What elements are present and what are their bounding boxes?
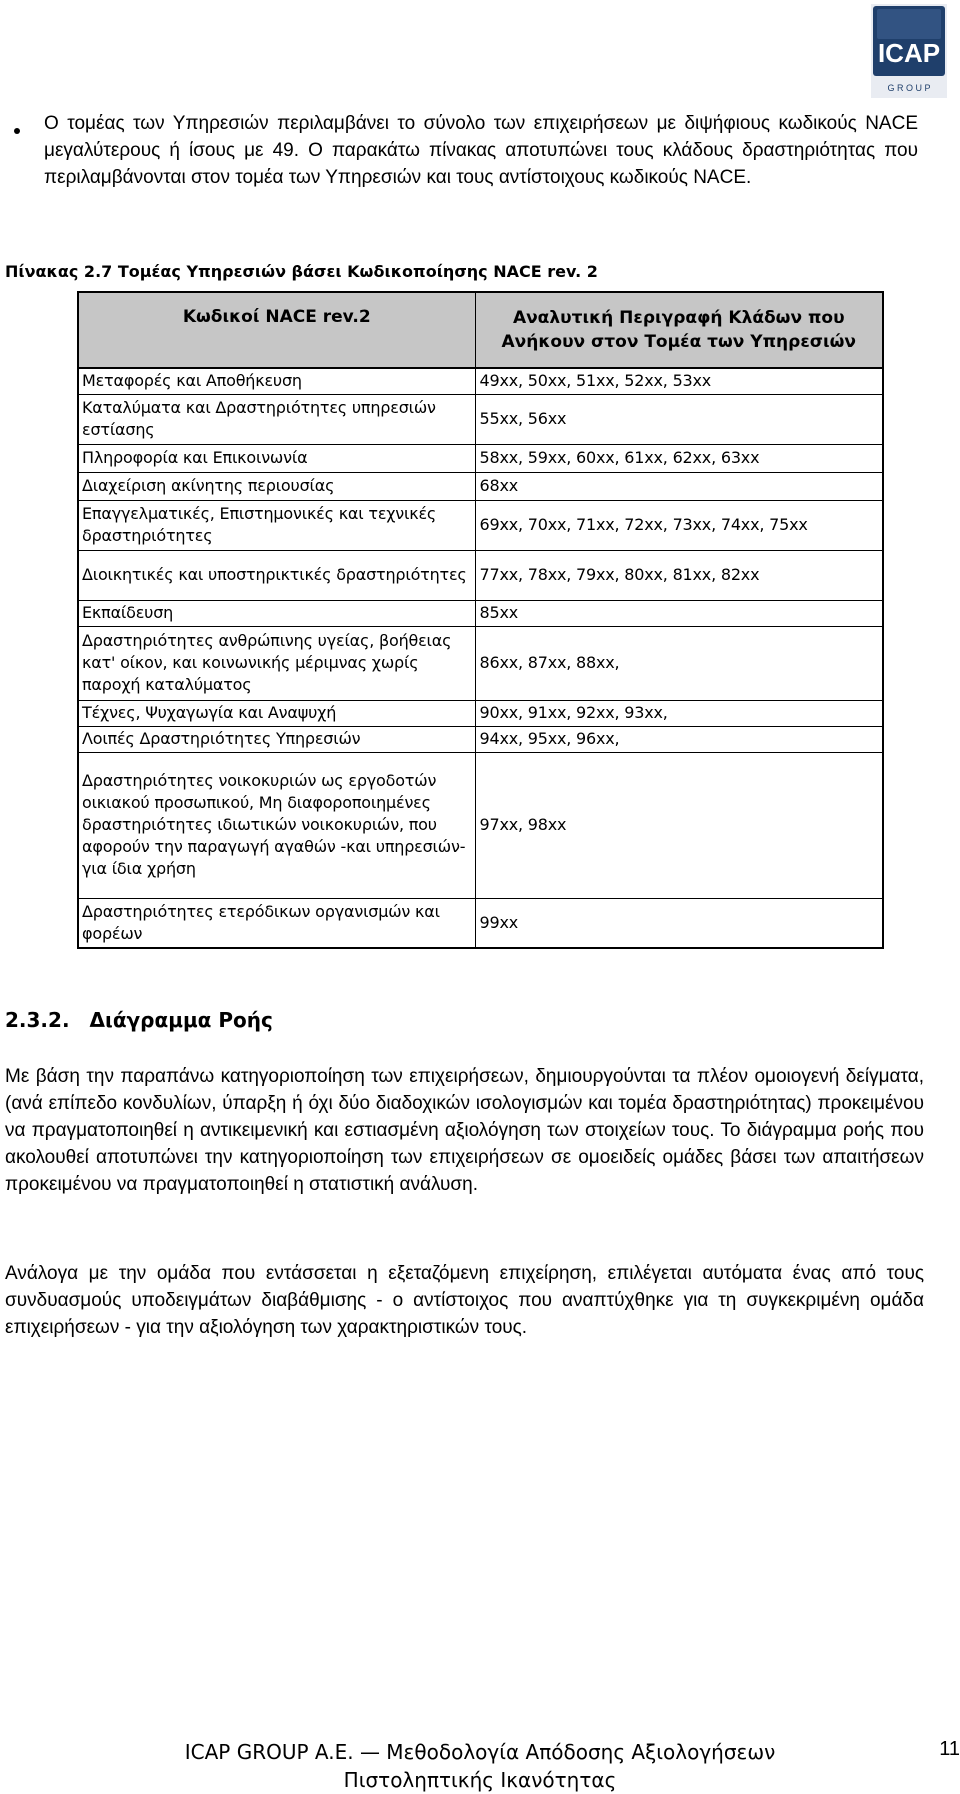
nace-table — [77, 291, 884, 949]
nace-codes-cell: 77xx, 78xx, 79xx, 80xx, 81xx, 82xx — [475, 550, 883, 600]
nace-codes-cell: 68xx — [475, 472, 883, 500]
sector-cell: Διοικητικές και υποστηρικτικές δραστηριότητες — [78, 550, 475, 600]
sector-cell: Δραστηριότητες ανθρώπινης υγείας, βοήθειας κατ' οίκον, και κοινωνικής μέριμνας χωρίς παροχή καταλύματος — [78, 626, 475, 700]
section-number: 2.3.2. — [5, 1008, 70, 1032]
table-row — [78, 700, 883, 726]
table-row — [78, 726, 883, 752]
table-row — [78, 626, 883, 700]
icap-group-logo — [871, 4, 947, 98]
sector-cell: Επαγγελματικές, Επιστημονικές και τεχνικές δραστηριότητες — [78, 500, 475, 550]
sector-cell: Δραστηριότητες ετερόδικων οργανισμών και φορέων — [78, 898, 475, 948]
sector-cell: Δραστηριότητες νοικοκυριών ως εργοδοτών οικιακού προσωπικού, Μη διαφοροποιημένες δραστηριότητες ιδιωτικών νοικοκυριών, που αφορούν την παραγωγή αγαθών -και υπηρεσιών- για ίδια χρήση — [78, 752, 475, 898]
body-paragraph-2: Ανάλογα με την ομάδα που εντάσσεται η εξεταζόμενη επιχείρηση, επιλέγεται αυτόματα ένας από τους συνδυασμούς υποδειγμάτων διαβάθμισης - ο αντίστοιχος που αναπτύχθηκε για τη συγκεκριμένη ομάδα επιχειρήσεων - για την αξιολόγηση των χαρακτηριστικών τους. — [5, 1263, 924, 1338]
section-heading — [5, 1008, 273, 1032]
table-caption: Πίνακας 2.7 Τομέας Υπηρεσιών βάσει Κωδικοποίησης NACE rev. 2 — [5, 262, 598, 281]
intro-text: Ο τομέας των Υπηρεσιών περιλαμβάνει το σύνολο των επιχειρήσεων με διψήφιους κωδικούς NACE μεγαλύτερους ή ίσους με 49. Ο παρακάτω πίνακας αποτυπώνει τους κλάδους δραστηριότητας που περιλαμβάνονται στον τομέα των Υπηρεσιών και τους αντίστοιχους κωδικούς NACE. — [44, 113, 918, 188]
nace-codes-cell: 99xx — [475, 898, 883, 948]
nace-codes-cell: 85xx — [475, 600, 883, 626]
nace-codes-cell: 97xx, 98xx — [475, 752, 883, 898]
table-body — [78, 368, 883, 948]
table-header-nace-codes: Κωδικοί NACE rev.2 — [78, 292, 475, 368]
page-footer — [0, 1738, 960, 1794]
page-number: 11 — [939, 1738, 960, 1760]
sector-cell: Τέχνες, Ψυχαγωγία και Αναψυχή — [78, 700, 475, 726]
table-row — [78, 444, 883, 472]
table-header-description: Αναλυτική Περιγραφή Κλάδων που Ανήκουν στον Τομέα των Υπηρεσιών — [475, 292, 883, 368]
table-row — [78, 752, 883, 898]
table-row — [78, 898, 883, 948]
logo-subtitle: G R O U P — [887, 83, 931, 93]
sector-cell: Διαχείριση ακίνητης περιουσίας — [78, 472, 475, 500]
nace-codes-cell: 69xx, 70xx, 71xx, 72xx, 73xx, 74xx, 75xx — [475, 500, 883, 550]
nace-codes-cell: 90xx, 91xx, 92xx, 93xx, — [475, 700, 883, 726]
sector-cell: Μεταφορές και Αποθήκευση — [78, 368, 475, 394]
section-title: Διάγραμμα Ροής — [89, 1008, 273, 1032]
nace-codes-cell: 49xx, 50xx, 51xx, 52xx, 53xx — [475, 368, 883, 394]
table-row — [78, 368, 883, 394]
table-row — [78, 600, 883, 626]
sector-cell: Λοιπές Δραστηριότητες Υπηρεσιών — [78, 726, 475, 752]
nace-codes-cell: 94xx, 95xx, 96xx, — [475, 726, 883, 752]
table-row — [78, 394, 883, 444]
table-row — [78, 472, 883, 500]
table-row — [78, 550, 883, 600]
sector-cell: Εκπαίδευση — [78, 600, 475, 626]
nace-codes-cell: 58xx, 59xx, 60xx, 61xx, 62xx, 63xx — [475, 444, 883, 472]
footer-line-2: Πιστοληπτικής Ικανότητας — [343, 1768, 617, 1792]
table-header-row — [78, 292, 883, 368]
sector-cell: Πληροφορία και Επικοινωνία — [78, 444, 475, 472]
footer-line-1: ICAP GROUP A.E. — Μεθοδολογία Απόδοσης Αξιολογήσεων — [184, 1740, 776, 1764]
nace-codes-cell: 55xx, 56xx — [475, 394, 883, 444]
logo-brand: ICAP — [877, 38, 941, 68]
body-paragraph-1: Με βάση την παραπάνω κατηγοριοποίηση των επιχειρήσεων, δημιουργούνται τα πλέον ομοιογενή δείγματα, (ανά επίπεδο κονδυλίων, ύπαρξη ή όχι δύο διαδοχικών ισολογισμών και τομέα δραστηριότητας) προκειμένου να πραγματοποιηθεί η αντικειμενική και εστιασμένη αξιολόγηση των στοιχείων τους. Το διάγραμμα ροής που ακολουθεί αποτυπώνει την κατηγοριοποίηση των επιχειρήσεων σε ομοειδείς ομάδες βάσει των απαιτήσεων προκειμένου να πραγματοποιηθεί η στατιστική ανάλυση. — [5, 1066, 924, 1195]
sector-cell: Καταλύματα και Δραστηριότητες υπηρεσιών εστίασης — [78, 394, 475, 444]
nace-codes-cell: 86xx, 87xx, 88xx, — [475, 626, 883, 700]
table-row — [78, 500, 883, 550]
bullet-dot-icon — [14, 128, 20, 134]
